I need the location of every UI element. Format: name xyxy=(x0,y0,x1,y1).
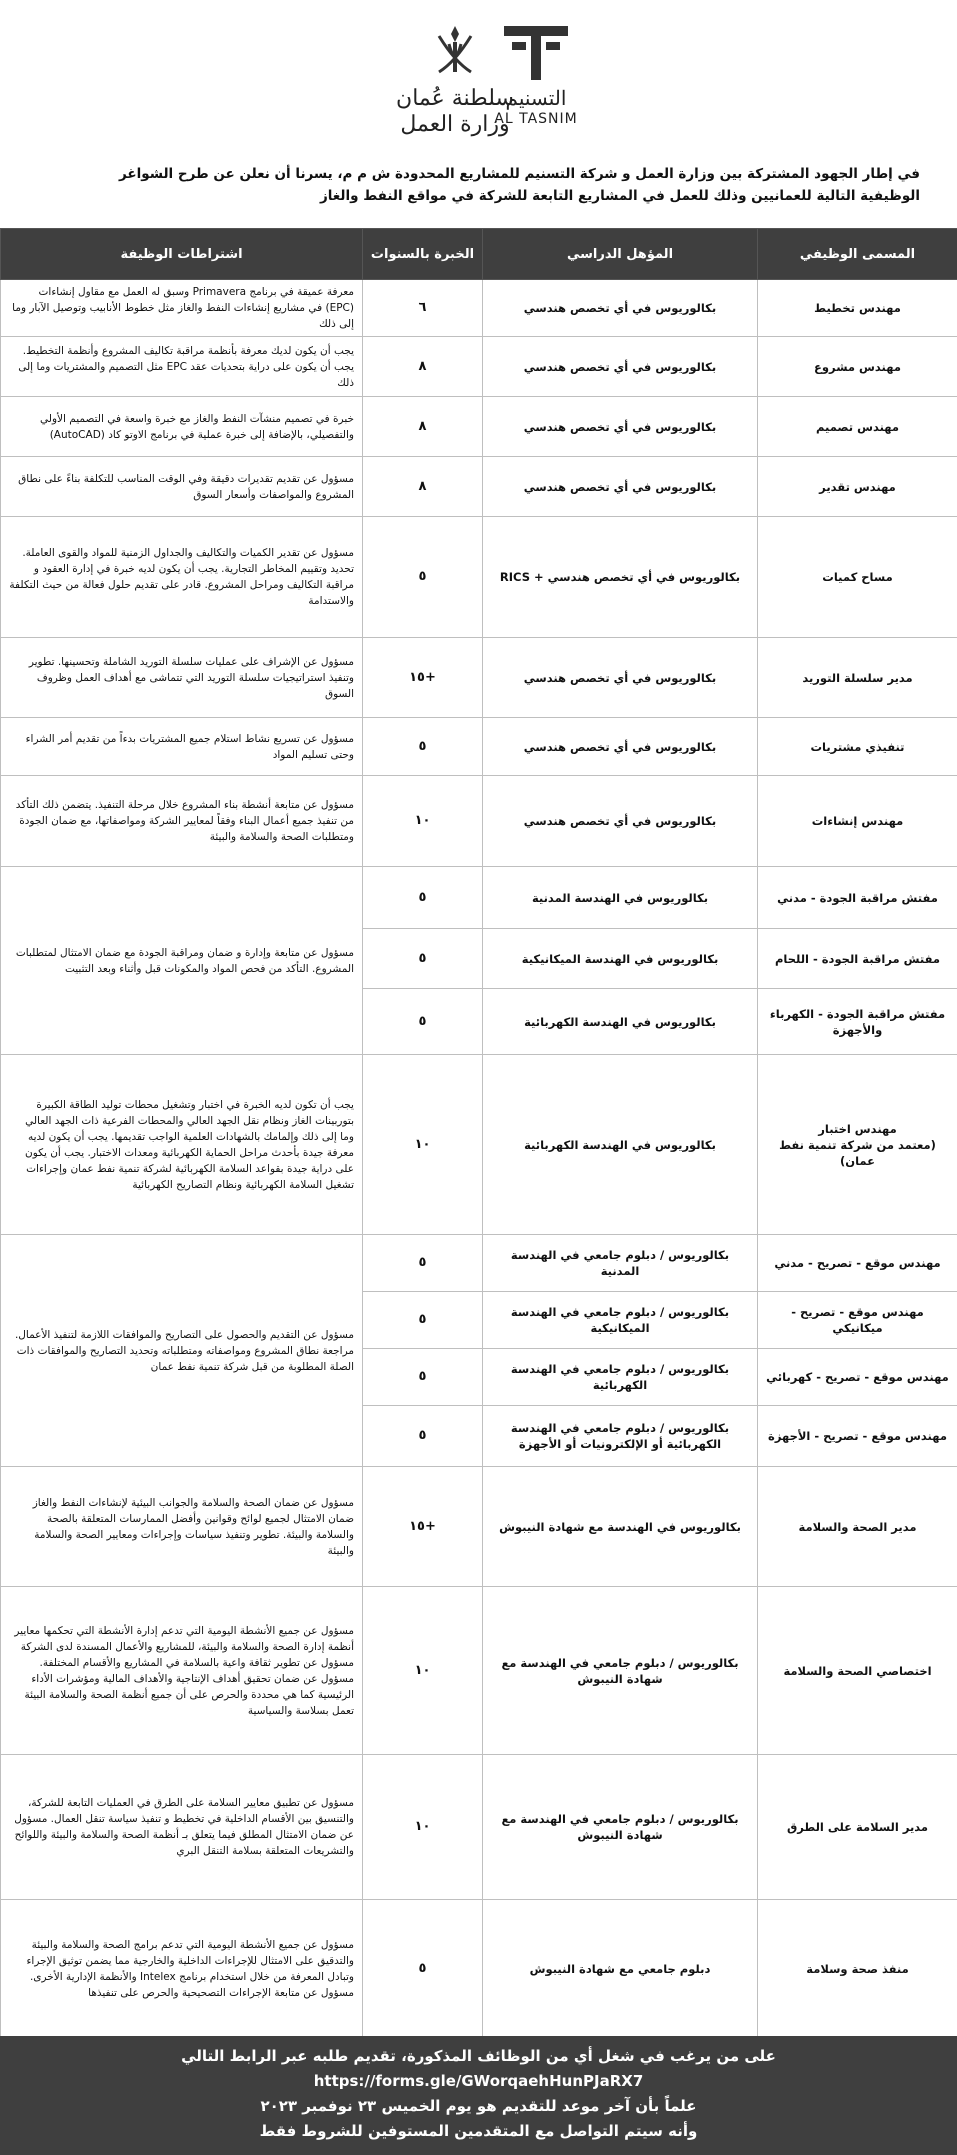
job-experience: ١٠ xyxy=(363,1587,483,1755)
footer-apply-text: على من يرغب في شغل أي من الوظائف المذكورة، تقديم طلبه عبر الرابط التالي xyxy=(181,2047,776,2065)
table-row xyxy=(1,1055,957,1235)
job-experience: ٨ xyxy=(363,397,483,457)
job-title: اختصاصي الصحة والسلامة xyxy=(758,1587,957,1755)
job-requirements: مسؤول عن متابعة أنشطة بناء المشروع خلال مرحلة التنفيذ. يتضمن ذلك التأكد من تنفيذ جميع أعمال البناء وفقاً لمعايير الشركة ومواصفاتها، مع ضمان الجودة ومتطلبات الصحة والسلامة والبيئة xyxy=(1,776,363,867)
job-experience: ٥ xyxy=(363,929,483,989)
job-qualification: بكالوريوس في أي تخصص هندسي xyxy=(483,337,758,397)
job-experience: +١٥ xyxy=(363,638,483,718)
job-requirements: خبرة في تصميم منشآت النفط والغاز مع خبرة واسعة في التصميم الأولي والتفصيلي، بالإضافة إلى خبرة عملية في برنامج الاوتو كاد (AutoCAD) xyxy=(1,397,363,457)
table-row xyxy=(1,337,957,397)
table-row xyxy=(1,718,957,776)
job-qualification: بكالوريوس في أي تخصص هندسي xyxy=(483,280,758,337)
job-title: مهندس موقع - تصريح - الأجهزة xyxy=(758,1406,957,1467)
al-tasnim-arabic: التسنيم xyxy=(505,86,567,110)
jobs-table xyxy=(0,228,957,2038)
job-title: مهندس موقع - تصريح - مدني xyxy=(758,1235,957,1292)
job-qualification: بكالوريوس في الهندسة المدنية xyxy=(483,867,758,929)
job-experience: ٥ xyxy=(363,517,483,638)
job-experience: ١٠ xyxy=(363,1055,483,1235)
jobs-table-wrap xyxy=(0,228,957,2038)
table-row xyxy=(1,1235,957,1292)
al-tasnim-logo xyxy=(486,22,586,137)
table-row xyxy=(1,1900,957,2038)
job-experience: ٥ xyxy=(363,1406,483,1467)
job-experience: ٥ xyxy=(363,1292,483,1349)
job-title: مفتش مراقبة الجودة - اللحام xyxy=(758,929,957,989)
job-requirements: مسؤول عن تقديم تقديرات دقيقة وفي الوقت المناسب للتكلفة بناءً على نطاق المشروع والمواصفات وأسعار السوق xyxy=(1,457,363,517)
job-requirements: مسؤول عن متابعة وإدارة و ضمان ومراقبة الجودة مع ضمان الامتثال لمتطلبات المشروع. التأكد من فحص المواد والمكونات قبل وأثناء وبعد التثبيت xyxy=(1,867,363,1055)
job-experience: ٥ xyxy=(363,1900,483,2038)
job-experience: ٥ xyxy=(363,989,483,1055)
job-experience: ٥ xyxy=(363,1235,483,1292)
job-title: مهندس موقع - تصريح - ميكانيكي xyxy=(758,1292,957,1349)
table-header-row xyxy=(1,229,957,280)
job-experience: ٦ xyxy=(363,280,483,337)
job-qualification: بكالوريوس في الهندسة الكهربائية xyxy=(483,989,758,1055)
job-qualification: بكالوريوس في أي تخصص هندسي xyxy=(483,457,758,517)
job-requirements: مسؤول عن التقديم والحصول على التصاريح والموافقات اللازمة لتنفيذ الأعمال. مراجعة نطاق المشروع ومواصفاته ومتطلباته وتحديد التصاريح والموافقات ذات الصلة المطلوبة من قبل شركة تنمية نفط عمان xyxy=(1,1235,363,1467)
table-row xyxy=(1,517,957,638)
job-title: تنفيذي مشتريات xyxy=(758,718,957,776)
job-qualification: دبلوم جامعي مع شهادة النيبوش xyxy=(483,1900,758,2038)
job-title: منفذ صحة وسلامة xyxy=(758,1900,957,2038)
al-tasnim-english: AL TASNIM xyxy=(494,111,578,127)
job-qualification: بكالوريوس في أي تخصص هندسي xyxy=(483,718,758,776)
job-qualification: بكالوريوس / دبلوم جامعي في الهندسة الميكانيكية xyxy=(483,1292,758,1349)
job-experience: ١٠ xyxy=(363,776,483,867)
job-experience: ١٠ xyxy=(363,1755,483,1900)
header-qualification: المؤهل الدراسي xyxy=(483,229,758,280)
header-experience: الخبرة بالسنوات xyxy=(363,229,483,280)
job-qualification: بكالوريوس / دبلوم جامعي في الهندسة المدنية xyxy=(483,1235,758,1292)
ministry-name-line1: سلطنة عُمان xyxy=(396,86,514,111)
table-row xyxy=(1,1755,957,1900)
job-title xyxy=(758,1055,957,1235)
table-row xyxy=(1,867,957,929)
job-title: مساح كميات xyxy=(758,517,957,638)
job-requirements: مسؤول عن تسريع نشاط استلام جميع المشتريات بدءاً من تقديم أمر الشراء وحتى تسليم المواد xyxy=(1,718,363,776)
intro-line-1: في إطار الجهود المشتركة بين وزارة العمل و شركة التسنيم للمشاريع المحدودة ش م م، يسرنا أن نعلن عن طرح الشواغر xyxy=(119,166,920,182)
table-row xyxy=(1,776,957,867)
intro-paragraph xyxy=(40,163,920,207)
table-row xyxy=(1,397,957,457)
job-title: مهندس تصميم xyxy=(758,397,957,457)
job-title: مدير الصحة والسلامة xyxy=(758,1467,957,1587)
table-row xyxy=(1,280,957,337)
table-row xyxy=(1,1467,957,1587)
job-experience: +١٥ xyxy=(363,1467,483,1587)
ministry-name-line2: وزارة العمل xyxy=(400,112,510,137)
job-qualification: بكالوريوس / دبلوم جامعي في الهندسة الكهربائية أو الإلكترونيات أو الأجهزة xyxy=(483,1406,758,1467)
al-tasnim-mark-icon xyxy=(496,22,576,82)
job-qualification: بكالوريوس في أي تخصص هندسي xyxy=(483,397,758,457)
table-row xyxy=(1,457,957,517)
application-form-link[interactable]: https://forms.gle/GWorqaehHunPJaRX7 xyxy=(313,2072,644,2090)
job-requirements: مسؤول عن تقدير الكميات والتكاليف والجداول الزمنية للمواد والقوى العاملة. تحديد وتقييم المخاطر التجارية. يجب أن يكون لديه خبرة في إدارة العقود و مراقبة التكاليف ومراحل المشروع. قادر على تقديم حلول فعالة من حيث التكلفة والاستدامة xyxy=(1,517,363,638)
job-qualification: بكالوريوس / دبلوم جامعي في الهندسة الكهربائية xyxy=(483,1349,758,1406)
table-row xyxy=(1,1587,957,1755)
job-title: مفتش مراقبة الجودة - مدني xyxy=(758,867,957,929)
job-qualification: بكالوريوس في الهندسة الميكانيكية xyxy=(483,929,758,989)
table-row xyxy=(1,638,957,718)
job-title: مهندس تقدير xyxy=(758,457,957,517)
job-title: مفتش مراقبة الجودة - الكهرباء والأجهزة xyxy=(758,989,957,1055)
application-footer xyxy=(0,2036,957,2155)
job-requirements: معرفة عميقة في برنامج Primavera وسبق له العمل مع مقاول إنشاءات (EPC) في مشاريع إنشاءات النفط والغاز مثل خطوط الأنابيب وتوصيل الآبار وما إلى ذلك xyxy=(1,280,363,337)
job-requirements: يجب أن تكون لديه الخبرة في اختبار وتشغيل محطات توليد الطاقة الكبيرة بتوربينات الغاز ونظام نقل الجهد العالي والمحطات الفرعية ذات الجهد العالي وما إلى ذلك وإلمامك بالشهادات العلمية الواجب تقديمها. يجب أن يكون لديه معرفة جيدة بأحدث مراحل الحماية الكهربائية ومعدات الاختبار. يجب أن يكون على دراية جيدة بقواعد السلامة الكهربائية لشركة تنمية نفط عمان وإجراءات تشغيل السلامة الكهربائية ونظام التصاريح الكهربائية xyxy=(1,1055,363,1235)
header-logos xyxy=(0,18,957,137)
job-experience: ٥ xyxy=(363,718,483,776)
job-title: مدير سلسلة التوريد xyxy=(758,638,957,718)
job-qualification: بكالوريوس في أي تخصص هندسي xyxy=(483,638,758,718)
job-requirements: مسؤول عن الإشراف على عمليات سلسلة التوريد الشاملة وتحسينها. تطوير وتنفيذ استراتيجيات سلسلة التوريد التي تتماشى مع أهداف العمل وظروف السوق xyxy=(1,638,363,718)
header-job-title: المسمى الوظيفي xyxy=(758,229,957,280)
job-title: مهندس موقع - تصريح - كهربائي xyxy=(758,1349,957,1406)
intro-line-2: الوظيفية التالية للعمانيين وذلك للعمل في المشاريع التابعة للشركة في مواقع النفط والغاز xyxy=(319,188,920,204)
job-requirements: مسؤول عن ضمان الصحة والسلامة والجوانب البيئية لإنشاءات النفط والغاز ضمان الامتثال لجميع لوائح وقوانين وأفضل الممارسات المتعلقة بالصحة والسلامة والبيئة. تطوير وتنفيذ سياسات وإجراءات ومعايير الصحة والسلامة والبيئة xyxy=(1,1467,363,1587)
job-requirements: مسؤول عن تطبيق معايير السلامة على الطرق في العمليات التابعة للشركة، والتنسيق بين الأقسام الداخلية في تخطيط و تنفيذ سياسة تنقل العمال. مسؤول عن ضمان الامتثال المطلق فيما يتعلق بـ أنظمة الصحة والسلامة والبيئة واللوائح والتشريعات المتعلقة بسلامة التنقل البري xyxy=(1,1755,363,1900)
job-qualification: بكالوريوس في أي تخصص هندسي + RICS xyxy=(483,517,758,638)
job-title-text: مهندس اختبار xyxy=(818,1121,897,1136)
job-title: مدير السلامة على الطرق xyxy=(758,1755,957,1900)
job-requirements: مسؤول عن جميع الأنشطة اليومية التي تدعم إدارة الأنشطة التي تحكمها معايير أنظمة إدارة الصحة والسلامة والبيئة، للمشاريع والأعمال المسندة لدى الشركة مسؤول عن تطوير ثقافة واعية بالسلامة في المشاريع والأقسام المختلفة. مسؤول عن ضمان تحقيق أهداف الإنتاجية والأهداف المالية ومؤشرات الأداء الرئيسية كما هي محددة والحرص على أن جميع أنظمة الصحة والسلامة البيئة تعمل بسلاسة والسياسية xyxy=(1,1587,363,1755)
job-title: مهندس تخطيط xyxy=(758,280,957,337)
job-title: مهندس إنشاءات xyxy=(758,776,957,867)
job-qualification: بكالوريوس / دبلوم جامعي في الهندسة مع شهادة النيبوش xyxy=(483,1587,758,1755)
job-qualification: بكالوريوس في أي تخصص هندسي xyxy=(483,776,758,867)
job-experience: ٨ xyxy=(363,337,483,397)
job-requirements: يجب أن يكون لديك معرفة بأنظمة مراقبة تكاليف المشروع وأنظمة التخطيط. يجب أن يكون على دراية بتحديات عقد EPC مثل التصميم والمشتريات وما إلى ذلك xyxy=(1,337,363,397)
job-qualification: بكالوريوس في الهندسة مع شهادة النيبوش xyxy=(483,1467,758,1587)
oman-emblem-icon xyxy=(433,22,477,82)
job-title-note: (معتمد من شركة تنمية نفط عمان) xyxy=(779,1137,936,1168)
job-experience: ٨ xyxy=(363,457,483,517)
job-experience: ٥ xyxy=(363,867,483,929)
header-requirements: اشتراطات الوظيفة xyxy=(1,229,363,280)
job-requirements: مسؤول عن جميع الأنشطة اليومية التي تدعم برامج الصحة والسلامة والبيئة والتدقيق على الامتثال للإجراءات الداخلية والخارجية مما يضمن توثيق الإجراء وتبادل المعرفة من خلال استخدام برنامج Intelex والأنظمة الإدارية الأخرى. مسؤول عن متابعة الإجراءات التصحيحية والحرص على تنفيذها xyxy=(1,1900,363,2038)
job-experience: ٥ xyxy=(363,1349,483,1406)
job-qualification: بكالوريوس / دبلوم جامعي في الهندسة مع شهادة النيبوش xyxy=(483,1755,758,1900)
footer-contact-note: وأنه سيتم التواصل مع المتقدمين المستوفين للشروط فقط xyxy=(259,2122,698,2140)
footer-deadline-text: علماً بأن آخر موعد للتقديم هو يوم الخميس ٢٣ نوفمبر ٢٠٢٣ xyxy=(260,2097,697,2115)
job-qualification: بكالوريوس في الهندسة الكهربائية xyxy=(483,1055,758,1235)
job-title: مهندس مشروع xyxy=(758,337,957,397)
